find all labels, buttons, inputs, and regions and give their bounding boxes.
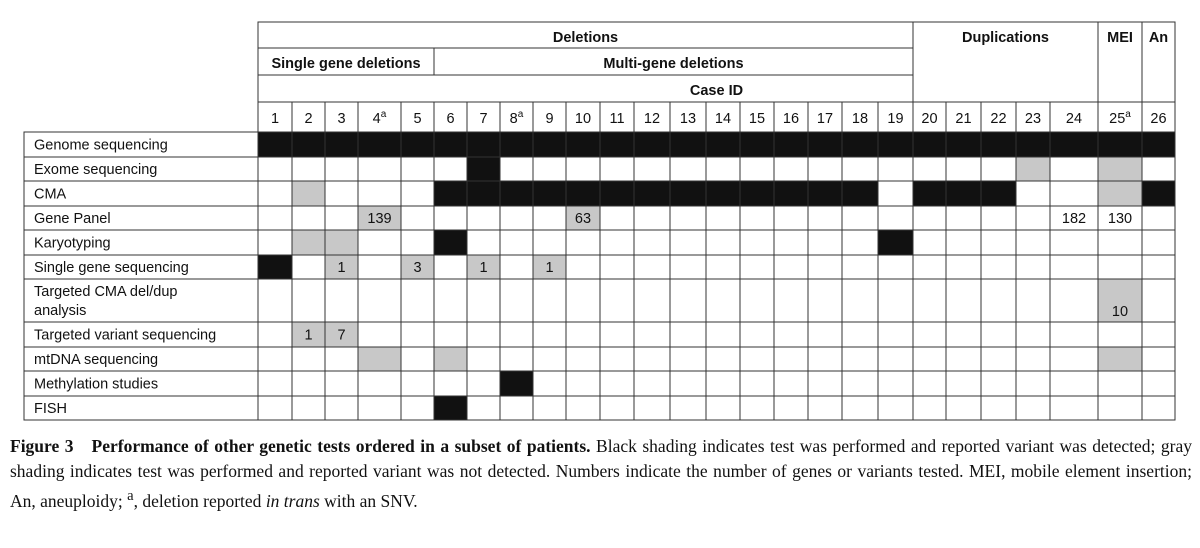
gray-cell (1098, 157, 1142, 181)
black-cell (706, 181, 740, 206)
black-cell (500, 132, 533, 157)
black-cell (913, 181, 946, 206)
black-cell (500, 371, 533, 396)
case-number: 15 (748, 111, 766, 127)
cell-value: 130 (1107, 211, 1133, 227)
black-cell (878, 230, 913, 255)
black-cell (566, 132, 600, 157)
case-number: 4$^a$ (372, 109, 387, 127)
case-number: 13 (679, 111, 697, 127)
row-label: Methylation studies (34, 376, 159, 393)
subgroup-header: Multi-gene deletions (603, 56, 744, 72)
figure-label: Figure 3 (10, 436, 74, 456)
case-number: 19 (887, 111, 904, 127)
black-cell (981, 132, 1016, 157)
black-cell (1098, 132, 1142, 157)
gray-cell (434, 347, 467, 371)
row-label: analysis (34, 303, 87, 319)
row-label: Exome sequencing (34, 162, 158, 178)
case-number: 11 (609, 111, 625, 127)
cell-value: 1 (545, 260, 554, 276)
figure-title: Performance of other genetic tests ordered in a subset of patients. (91, 436, 591, 456)
case-number: 17 (816, 111, 834, 127)
row-label: Single gene sequencing (34, 260, 189, 276)
black-cell (258, 255, 292, 279)
black-cell (774, 181, 808, 206)
case-number: 3 (337, 111, 346, 127)
cell-value: 1 (479, 260, 488, 276)
cell-value: 1 (304, 327, 313, 344)
case-number: 23 (1024, 111, 1042, 127)
gray-cell (292, 181, 325, 206)
case-number: 25$^a$ (1109, 109, 1131, 127)
row-label: FISH (34, 401, 68, 417)
cell-value: 182 (1061, 211, 1087, 227)
black-cell (434, 396, 467, 420)
gray-cell (292, 230, 325, 255)
black-cell (434, 181, 467, 206)
black-cell (566, 181, 600, 206)
black-cell (808, 181, 842, 206)
black-cell (981, 181, 1016, 206)
row-label: Targeted variant sequencing (34, 327, 217, 344)
case-number: 6 (446, 111, 455, 127)
caption-text-3: with an SNV. (319, 490, 418, 511)
black-cell (1142, 181, 1175, 206)
black-cell (634, 181, 670, 206)
case-number: 22 (990, 111, 1007, 127)
black-cell (946, 181, 981, 206)
gray-cell (358, 347, 401, 371)
caption-text-2: , deletion reported (133, 490, 266, 511)
black-cell (600, 181, 634, 206)
black-cell (600, 132, 634, 157)
black-cell (670, 181, 706, 206)
group-header: An (1148, 30, 1169, 46)
cell-value: 10 (1111, 304, 1129, 320)
case-number: 8$^a$ (509, 109, 524, 127)
black-cell (670, 132, 706, 157)
case-number: 26 (1150, 111, 1167, 127)
case-number: 2 (304, 111, 313, 127)
case-number: 18 (851, 111, 869, 127)
black-cell (740, 181, 774, 206)
case-number: 1 (270, 111, 280, 127)
figure-caption (10, 434, 1192, 514)
case-number: 16 (782, 111, 800, 127)
group-header: Duplications (961, 30, 1050, 46)
black-cell (500, 181, 533, 206)
black-cell (740, 132, 774, 157)
case-number: 14 (714, 111, 732, 127)
black-cell (946, 132, 981, 157)
black-cell (1050, 132, 1098, 157)
case-number: 12 (643, 111, 661, 127)
black-cell (467, 132, 500, 157)
row-label: Gene Panel (34, 211, 111, 227)
group-header: MEI (1107, 30, 1133, 46)
black-cell (878, 132, 913, 157)
subgroup-header: Single gene deletions (271, 56, 421, 72)
case-number: 9 (545, 111, 554, 127)
black-cell (258, 132, 292, 157)
cell-value: 1 (337, 260, 346, 276)
case-id-header: Case ID (689, 83, 744, 99)
caption-text-1: Black shading indicates test was performed and reported variant was detected; gray shading indicates test was performed and reported variant was not detected. Numbers indicate the number of genes or variants tested. MEI, mobile element insertion; An, aneuploidy; (10, 436, 1193, 511)
black-cell (1016, 132, 1050, 157)
cell-value: 7 (337, 327, 346, 344)
black-cell (467, 181, 500, 206)
row-label: CMA (34, 186, 67, 203)
black-cell (533, 181, 566, 206)
case-number: 5 (413, 111, 422, 127)
black-cell (467, 157, 500, 181)
row-label: Targeted CMA del/dup (34, 284, 178, 300)
case-number: 24 (1065, 111, 1083, 127)
black-cell (913, 132, 946, 157)
black-cell (774, 132, 808, 157)
black-cell (358, 132, 401, 157)
cell-value: 3 (413, 260, 422, 276)
case-number: 10 (574, 111, 592, 127)
case-number: 20 (921, 111, 938, 127)
black-cell (1142, 132, 1175, 157)
black-cell (706, 132, 740, 157)
case-number: 21 (955, 111, 972, 127)
black-cell (401, 132, 434, 157)
row-label: Karyotyping (34, 235, 111, 252)
gray-cell (1016, 157, 1050, 181)
cell-value: 63 (574, 211, 592, 227)
black-cell (842, 181, 878, 206)
black-cell (434, 230, 467, 255)
cell-value: 139 (367, 211, 392, 227)
gray-cell (1098, 347, 1142, 371)
row-label: mtDNA sequencing (34, 352, 159, 368)
row-label: Genome sequencing (34, 137, 168, 154)
caption-italic: in trans (265, 490, 320, 511)
black-cell (842, 132, 878, 157)
caption-superscript: a (127, 488, 134, 504)
gray-cell (325, 230, 358, 255)
black-cell (325, 132, 358, 157)
gray-cell (1098, 181, 1142, 206)
black-cell (533, 132, 566, 157)
black-cell (634, 132, 670, 157)
black-cell (808, 132, 842, 157)
black-cell (434, 132, 467, 157)
black-cell (292, 132, 325, 157)
group-header: Deletions (552, 30, 619, 46)
case-number: 7 (479, 111, 488, 127)
